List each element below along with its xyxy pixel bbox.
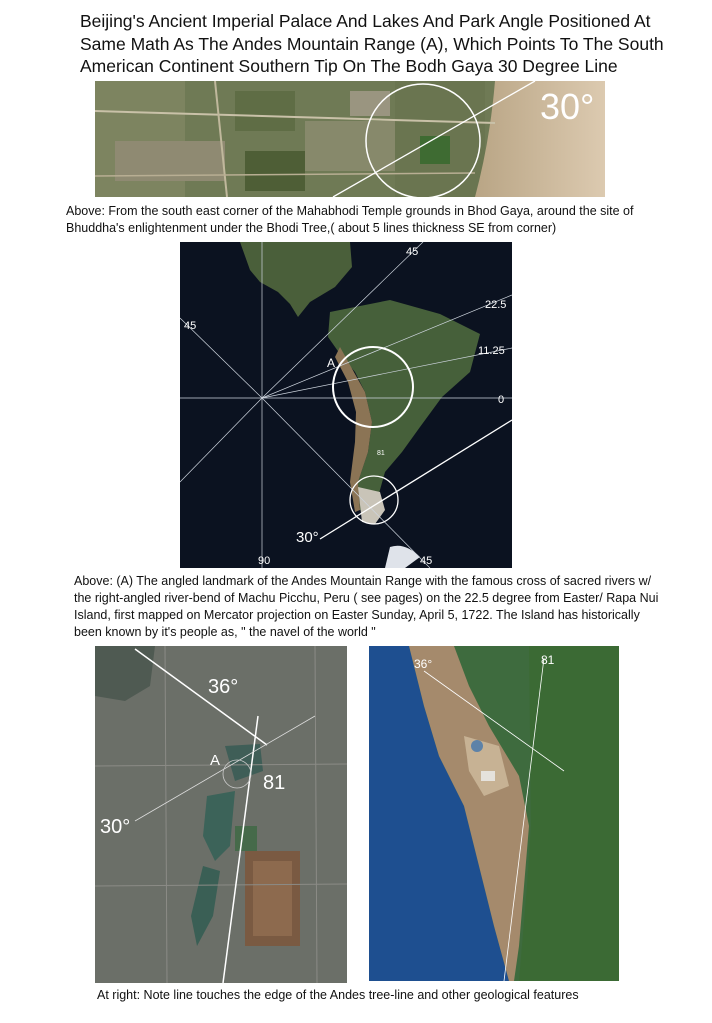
label-30: 30° [100, 816, 131, 838]
label-45-left: 45 [184, 320, 197, 332]
label-a: A [210, 752, 221, 769]
label-90: 90 [258, 555, 271, 567]
label-45-top: 45 [406, 246, 419, 258]
label-36: 36° [414, 657, 433, 671]
bodh-gaya-aerial-image [95, 81, 605, 197]
angle-30-label: 30° [540, 86, 595, 127]
label-45-bottom: 45 [420, 555, 433, 567]
page-title: Beijing's Ancient Imperial Palace And Lakes And Park Angle Positioned At Same Math As The Andes Mountain Range (A), Which Points To The South American Continent Southern Tip On The Bodh Gaya 30 Degree Line [80, 11, 664, 76]
label-11-25: 11.25 [478, 345, 505, 357]
label-22-5: 22.5 [485, 299, 507, 311]
beijing-palace-aerial [95, 646, 347, 983]
caption-tree-line: At right: Note line touches the edge of the Andes tree-line and other geological features [97, 988, 579, 1002]
label-81: 81 [263, 772, 286, 794]
caption-bodh-gaya: Above: From the south east corner of the Mahabhodi Temple grounds in Bhod Gaya, around the site of Bhuddha's enlightenment under the Bhodi Tree,( about 5 lines thickness SE from corner) [66, 204, 634, 235]
south-america-map [180, 242, 512, 568]
andes-satellite-image [369, 646, 619, 981]
label-36: 36° [208, 676, 239, 698]
label-a: A [327, 356, 336, 370]
label-81: 81 [377, 450, 385, 457]
label-81: 81 [541, 653, 555, 667]
label-30: 30° [296, 529, 319, 546]
label-0: 0 [498, 394, 505, 406]
caption-andes: Above: (A) The angled landmark of the Andes Mountain Range with the famous cross of sacred rivers w/ the right-angled river-bend of Machu Picchu, Peru ( see pages) on the 22.5 degree from Easter/ Rapa Nui Island, first mapped on Mercator projection on Easter Sunday, April 5, 1722. The Island has historically been known by it's people as, " the navel of the world " [74, 574, 659, 639]
